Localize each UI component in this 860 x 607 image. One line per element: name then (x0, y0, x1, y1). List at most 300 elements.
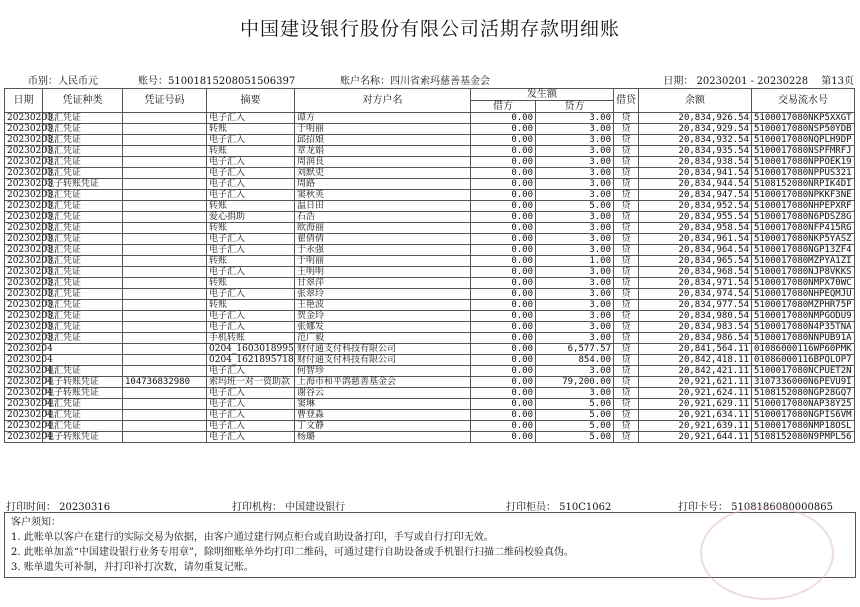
table-row (5, 201, 855, 212)
cell-serial: 5100017080NGPIS6VM (752, 410, 855, 421)
col-voucher-no: 凭证号码 (123, 89, 207, 113)
currency-label: 币别：人民币元 (28, 76, 98, 87)
cell-dc: 贷 (614, 201, 639, 212)
cell-credit: 5.00 (536, 201, 614, 212)
cell-balance: 20,834,971.54 (639, 278, 752, 289)
cell-date: 20230203 (5, 157, 43, 168)
cell-serial: 5100017080NSP50YDB (752, 124, 855, 135)
table-row (5, 223, 855, 234)
cell-date: 20230204 (5, 410, 43, 421)
table-row (5, 234, 855, 245)
cell-debit: 0.00 (471, 432, 536, 443)
cell-balance: 20,842,418.11 (639, 355, 752, 366)
cell-summary: 电子汇入 (207, 113, 295, 124)
cell-party: 杨璐 (295, 432, 471, 443)
cell-debit: 0.00 (471, 124, 536, 135)
cell-summary: 电子汇入 (207, 157, 295, 168)
table-row (5, 278, 855, 289)
cell-party: 范广毅 (295, 333, 471, 344)
table-row (5, 377, 855, 388)
cell-debit: 0.00 (471, 355, 536, 366)
cell-serial: 5100017080NPKKF3NE (752, 190, 855, 201)
bank-seal-stamp (700, 506, 834, 600)
cell-credit: 3.00 (536, 366, 614, 377)
cell-balance: 20,834,958.54 (639, 223, 752, 234)
cell-party: 张娜发 (295, 322, 471, 333)
cell-vno (123, 201, 207, 212)
col-voucher-type: 凭证种类 (43, 89, 123, 113)
cell-serial: 5100017080MZPYA1ZI (752, 256, 855, 267)
cell-party: 窦琳 (295, 399, 471, 410)
table-row (5, 300, 855, 311)
cell-credit: 3.00 (536, 234, 614, 245)
cell-date: 20230203 (5, 124, 43, 135)
cell-dc: 贷 (614, 388, 639, 399)
cell-credit: 3.00 (536, 135, 614, 146)
cell-credit: 3.00 (536, 223, 614, 234)
table-row (5, 366, 855, 377)
cell-vno (123, 245, 207, 256)
cell-vno (123, 344, 207, 355)
col-summary: 摘要 (207, 89, 295, 113)
cell-balance: 20,834,955.54 (639, 212, 752, 223)
col-serial: 交易流水号 (752, 89, 855, 113)
col-credit: 贷方 (536, 101, 614, 113)
cell-party: 邱招娘 (295, 135, 471, 146)
cell-date: 20230203 (5, 146, 43, 157)
cell-party: 章龙娟 (295, 146, 471, 157)
cell-summary: 电子汇入 (207, 366, 295, 377)
cell-summary: 电子汇入 (207, 190, 295, 201)
cell-debit: 0.00 (471, 289, 536, 300)
cell-debit: 0.00 (471, 190, 536, 201)
cell-balance: 20,842,421.11 (639, 366, 752, 377)
cell-date: 20230204 (5, 344, 43, 355)
cell-serial: 5108152080NGP28GQ7 (752, 388, 855, 399)
cell-summary: 转账 (207, 278, 295, 289)
cell-balance: 20,834,935.54 (639, 146, 752, 157)
cell-balance: 20,834,941.54 (639, 168, 752, 179)
cell-type: 电汇凭证 (43, 124, 123, 135)
cell-summary: 电子汇入 (207, 388, 295, 399)
cell-balance: 20,834,961.54 (639, 234, 752, 245)
table-row (5, 344, 855, 355)
cell-balance: 20,834,980.54 (639, 311, 752, 322)
cell-balance: 20,834,964.54 (639, 245, 752, 256)
cell-debit: 0.00 (471, 399, 536, 410)
cell-balance: 20,834,986.54 (639, 333, 752, 344)
table-row (5, 388, 855, 399)
cell-dc: 贷 (614, 278, 639, 289)
cell-credit: 3.00 (536, 300, 614, 311)
cell-summary: 转账 (207, 300, 295, 311)
cell-vno (123, 212, 207, 223)
cell-date: 20230203 (5, 201, 43, 212)
cell-dc: 贷 (614, 124, 639, 135)
cell-type: 电汇凭证 (43, 157, 123, 168)
table-row (5, 245, 855, 256)
cell-balance: 20,834,965.54 (639, 256, 752, 267)
cell-vno (123, 421, 207, 432)
cell-summary: 电子汇入 (207, 168, 295, 179)
transaction-table (4, 88, 855, 443)
cell-type: 电汇凭证 (43, 278, 123, 289)
print-time: 打印时间： 20230316 (6, 502, 111, 513)
cell-debit: 0.00 (471, 135, 536, 146)
cell-summary: 电子汇入 (207, 410, 295, 421)
table-row (5, 124, 855, 135)
cell-party: 刘默吏 (295, 168, 471, 179)
cell-serial: 5108152080NRPIK4DI (752, 179, 855, 190)
cell-balance: 20,921,639.11 (639, 421, 752, 432)
col-balance: 余额 (639, 89, 752, 113)
cell-serial: 5100017080NJP8VKKS (752, 267, 855, 278)
cell-debit: 0.00 (471, 322, 536, 333)
cell-dc: 贷 (614, 267, 639, 278)
cell-summary: 转账 (207, 256, 295, 267)
cell-credit: 5.00 (536, 432, 614, 443)
cell-debit: 0.00 (471, 146, 536, 157)
cell-credit: 3.00 (536, 388, 614, 399)
cell-summary: 转账 (207, 201, 295, 212)
cell-dc: 贷 (614, 399, 639, 410)
cell-party: 张翠玲 (295, 289, 471, 300)
cell-type: 电子转账凭证 (43, 377, 123, 388)
print-counter: 打印柜员： 510C1062 (506, 502, 612, 513)
cell-dc: 贷 (614, 344, 639, 355)
cell-type: 电汇凭证 (43, 223, 123, 234)
cell-vno (123, 410, 207, 421)
cell-vno (123, 256, 207, 267)
cell-credit: 3.00 (536, 179, 614, 190)
cell-type: 电汇凭证 (43, 201, 123, 212)
cell-vno (123, 322, 207, 333)
cell-serial: 5100017080MZPHR75P (752, 300, 855, 311)
cell-summary: 电子汇入 (207, 322, 295, 333)
cell-dc: 贷 (614, 377, 639, 388)
cell-balance: 20,834,944.54 (639, 179, 752, 190)
cell-credit: 3.00 (536, 190, 614, 201)
cell-party: 甘翠萍 (295, 278, 471, 289)
table-row (5, 322, 855, 333)
cell-dc: 贷 (614, 146, 639, 157)
cell-vno (123, 311, 207, 322)
cell-type: 电汇凭证 (43, 399, 123, 410)
cell-debit: 0.00 (471, 234, 536, 245)
cell-date: 20230203 (5, 300, 43, 311)
cell-summary: 电子汇入 (207, 421, 295, 432)
cell-vno (123, 190, 207, 201)
cell-summary: 电子汇入 (207, 135, 295, 146)
cell-dc: 贷 (614, 223, 639, 234)
cell-vno (123, 333, 207, 344)
cell-date: 20230203 (5, 212, 43, 223)
cell-credit: 854.00 (536, 355, 614, 366)
cell-serial: 5100017080NCPUET2N (752, 366, 855, 377)
cell-dc: 贷 (614, 421, 639, 432)
cell-summary: 电子汇入 (207, 289, 295, 300)
cell-dc: 贷 (614, 410, 639, 421)
cell-party: 于明丽 (295, 124, 471, 135)
cell-date: 20230203 (5, 223, 43, 234)
cell-debit: 0.00 (471, 421, 536, 432)
cell-dc: 贷 (614, 322, 639, 333)
cell-date: 20230204 (5, 388, 43, 399)
cell-vno (123, 124, 207, 135)
cell-serial: 5100017080NFP415RG (752, 223, 855, 234)
cell-date: 20230203 (5, 234, 43, 245)
cell-vno (123, 135, 207, 146)
page-number: 第13页 (821, 76, 854, 87)
cell-credit: 5.00 (536, 410, 614, 421)
cell-serial: 5100017080N4P35TNA (752, 322, 855, 333)
cell-dc: 贷 (614, 333, 639, 344)
cell-credit: 5.00 (536, 421, 614, 432)
cell-credit: 5.00 (536, 399, 614, 410)
cell-party: 曹登淼 (295, 410, 471, 421)
cell-party: 翟倩倩 (295, 234, 471, 245)
cell-serial: 5100017080NMPX70WC (752, 278, 855, 289)
cell-type: 电汇凭证 (43, 212, 123, 223)
cell-credit: 3.00 (536, 311, 614, 322)
notes-item: 3. 账单遗失可补制，并打印补打次数，请勿重复记账。 (11, 562, 254, 573)
cell-credit: 3.00 (536, 212, 614, 223)
cell-balance: 20,921,644.11 (639, 432, 752, 443)
cell-serial: 5100017080NQPLH9DP (752, 135, 855, 146)
cell-debit: 0.00 (471, 113, 536, 124)
cell-party: 欧海丽 (295, 223, 471, 234)
date-range: 日期： 20230201 - 20230228 (663, 76, 809, 87)
cell-party: 上海市和平鸽慈善基金会 (295, 377, 471, 388)
table-row (5, 135, 855, 146)
cell-dc: 贷 (614, 135, 639, 146)
cell-dc: 贷 (614, 157, 639, 168)
account-name: 账户名称：四川省索玛慈善基金会 (340, 76, 490, 87)
cell-vno (123, 366, 207, 377)
cell-balance: 20,921,621.11 (639, 377, 752, 388)
table-row (5, 113, 855, 124)
cell-type: 电汇凭证 (43, 267, 123, 278)
table-row (5, 355, 855, 366)
cell-type (43, 344, 123, 355)
cell-type: 电汇凭证 (43, 168, 123, 179)
cell-summary: 电子汇入 (207, 267, 295, 278)
cell-vno (123, 146, 207, 157)
table-row (5, 421, 855, 432)
cell-debit: 0.00 (471, 333, 536, 344)
table-row (5, 289, 855, 300)
cell-date: 20230203 (5, 322, 43, 333)
cell-credit: 3.00 (536, 267, 614, 278)
cell-type: 电子转账凭证 (43, 179, 123, 190)
cell-balance: 20,834,929.54 (639, 124, 752, 135)
cell-summary: 转账 (207, 223, 295, 234)
cell-type: 电汇凭证 (43, 289, 123, 300)
cell-type: 电汇凭证 (43, 234, 123, 245)
cell-type: 电汇凭证 (43, 245, 123, 256)
cell-debit: 0.00 (471, 201, 536, 212)
cell-summary: 转账 (207, 146, 295, 157)
cell-type: 电汇凭证 (43, 311, 123, 322)
cell-type: 电汇凭证 (43, 322, 123, 333)
cell-serial: 5100017080NAP38Y25 (752, 399, 855, 410)
cell-date: 20230204 (5, 366, 43, 377)
cell-debit: 0.00 (471, 311, 536, 322)
cell-dc: 贷 (614, 355, 639, 366)
cell-serial: 5100017080NKP5YASZ (752, 234, 855, 245)
cell-party: 贺金玲 (295, 311, 471, 322)
cell-type (43, 355, 123, 366)
cell-date: 20230204 (5, 399, 43, 410)
cell-serial: 5100017080NGP13ZF4 (752, 245, 855, 256)
cell-vno (123, 223, 207, 234)
cell-debit: 0.00 (471, 410, 536, 421)
cell-serial: 5100017080NMP18OSL (752, 421, 855, 432)
cell-dc: 贷 (614, 245, 639, 256)
cell-party: 财付通支付科技有限公司 (295, 344, 471, 355)
cell-vno (123, 113, 207, 124)
cell-balance: 20,834,952.54 (639, 201, 752, 212)
cell-summary: 手机转账 (207, 333, 295, 344)
cell-serial: 5100017080NHPEPXRF (752, 201, 855, 212)
notes-heading: 客户须知： (11, 517, 61, 528)
cell-date: 20230203 (5, 256, 43, 267)
table-row (5, 168, 855, 179)
cell-dc: 贷 (614, 113, 639, 124)
cell-serial: 5100017080NPPUS321 (752, 168, 855, 179)
cell-vno (123, 157, 207, 168)
cell-date: 20230203 (5, 179, 43, 190)
cell-credit: 3.00 (536, 113, 614, 124)
table-row (5, 190, 855, 201)
cell-type: 电汇凭证 (43, 410, 123, 421)
cell-debit: 0.00 (471, 377, 536, 388)
cell-debit: 0.00 (471, 168, 536, 179)
date-range-and-page (663, 72, 854, 87)
col-debit-credit: 借贷 (614, 89, 639, 113)
cell-summary: 0204_1621895718 (207, 355, 295, 366)
cell-serial: 5108152080N9PMPL56 (752, 432, 855, 443)
cell-credit: 79,200.00 (536, 377, 614, 388)
table-row (5, 146, 855, 157)
cell-balance: 20,921,624.11 (639, 388, 752, 399)
cell-type: 电汇凭证 (43, 146, 123, 157)
cell-debit: 0.00 (471, 366, 536, 377)
cell-debit: 0.00 (471, 267, 536, 278)
cell-party: 周润良 (295, 157, 471, 168)
print-card: 打印卡号： 5108186080000865 (678, 502, 833, 513)
cell-date: 20230203 (5, 190, 43, 201)
cell-date: 20230203 (5, 245, 43, 256)
table-row (5, 311, 855, 322)
cell-summary: 电子汇入 (207, 234, 295, 245)
cell-balance: 20,834,926.54 (639, 113, 752, 124)
cell-balance: 20,921,634.11 (639, 410, 752, 421)
cell-party: 周路 (295, 179, 471, 190)
notes-item: 1. 此账单以客户在建行的实际交易为依据，由客户通过建行网点柜台或自助设备打印，手写或自行打印无效。 (11, 532, 494, 543)
cell-debit: 0.00 (471, 157, 536, 168)
cell-balance: 20,834,983.54 (639, 322, 752, 333)
cell-dc: 贷 (614, 432, 639, 443)
cell-summary: 电子汇入 (207, 245, 295, 256)
cell-date: 20230204 (5, 377, 43, 388)
cell-dc: 贷 (614, 168, 639, 179)
cell-serial: 5100017080NHPEQMJU (752, 289, 855, 300)
cell-vno (123, 355, 207, 366)
cell-credit: 3.00 (536, 333, 614, 344)
cell-vno (123, 300, 207, 311)
cell-balance: 20,834,932.54 (639, 135, 752, 146)
notes-item: 2. 此账单加盖“中国建设银行业务专用章”，除明细账单外均打印二维码，可通过建行自助设备或手机银行扫描二维码校验真伪。 (11, 547, 574, 558)
table-row (5, 157, 855, 168)
cell-summary: 索玛班一对一资助款 (207, 377, 295, 388)
cell-serial: 01086000116BPQLOP7 (752, 355, 855, 366)
cell-serial: 01086000116WP60PMK (752, 344, 855, 355)
cell-credit: 3.00 (536, 157, 614, 168)
cell-party: 谢谷云 (295, 388, 471, 399)
statement-title: 中国建设银行股份有限公司活期存款明细账 (239, 18, 620, 40)
account-number: 账号：51001815208051506397 (138, 76, 296, 87)
cell-debit: 0.00 (471, 256, 536, 267)
cell-date: 20230203 (5, 135, 43, 146)
cell-type: 电汇凭证 (43, 113, 123, 124)
cell-summary: 爱心捐助 (207, 212, 295, 223)
cell-debit: 0.00 (471, 245, 536, 256)
cell-party: 于永强 (295, 245, 471, 256)
cell-party: 石浩 (295, 212, 471, 223)
cell-credit: 3.00 (536, 322, 614, 333)
cell-serial: 3107336000N6PEVU9I (752, 377, 855, 388)
cell-vno: 104736832980 (123, 377, 207, 388)
table-row (5, 410, 855, 421)
cell-date: 20230203 (5, 311, 43, 322)
cell-vno (123, 234, 207, 245)
cell-debit: 0.00 (471, 212, 536, 223)
cell-type: 电汇凭证 (43, 366, 123, 377)
cell-party: 王艳波 (295, 300, 471, 311)
cell-party: 丁文静 (295, 421, 471, 432)
cell-type: 电汇凭证 (43, 333, 123, 344)
cell-summary: 电子汇入 (207, 311, 295, 322)
cell-dc: 贷 (614, 289, 639, 300)
col-amount-group: 发生额 (471, 89, 614, 101)
cell-vno (123, 432, 207, 443)
cell-dc: 贷 (614, 234, 639, 245)
cell-debit: 0.00 (471, 223, 536, 234)
cell-debit: 0.00 (471, 300, 536, 311)
cell-type: 电汇凭证 (43, 135, 123, 146)
table-row (5, 256, 855, 267)
cell-balance: 20,921,629.11 (639, 399, 752, 410)
cell-balance: 20,834,968.54 (639, 267, 752, 278)
cell-debit: 0.00 (471, 344, 536, 355)
cell-credit: 3.00 (536, 124, 614, 135)
table-row (5, 333, 855, 344)
cell-vno (123, 179, 207, 190)
cell-party: 于明丽 (295, 256, 471, 267)
cell-balance: 20,834,977.54 (639, 300, 752, 311)
cell-serial: 5100017080NPPOEK19 (752, 157, 855, 168)
print-org: 打印机构： 中国建设银行 (232, 502, 346, 513)
cell-serial: 5100017080NMPGODU9 (752, 311, 855, 322)
cell-vno (123, 278, 207, 289)
cell-summary: 0204_1603018995 (207, 344, 295, 355)
table-row (5, 179, 855, 190)
cell-vno (123, 267, 207, 278)
table-row (5, 212, 855, 223)
cell-type: 电汇凭证 (43, 190, 123, 201)
cell-vno (123, 289, 207, 300)
